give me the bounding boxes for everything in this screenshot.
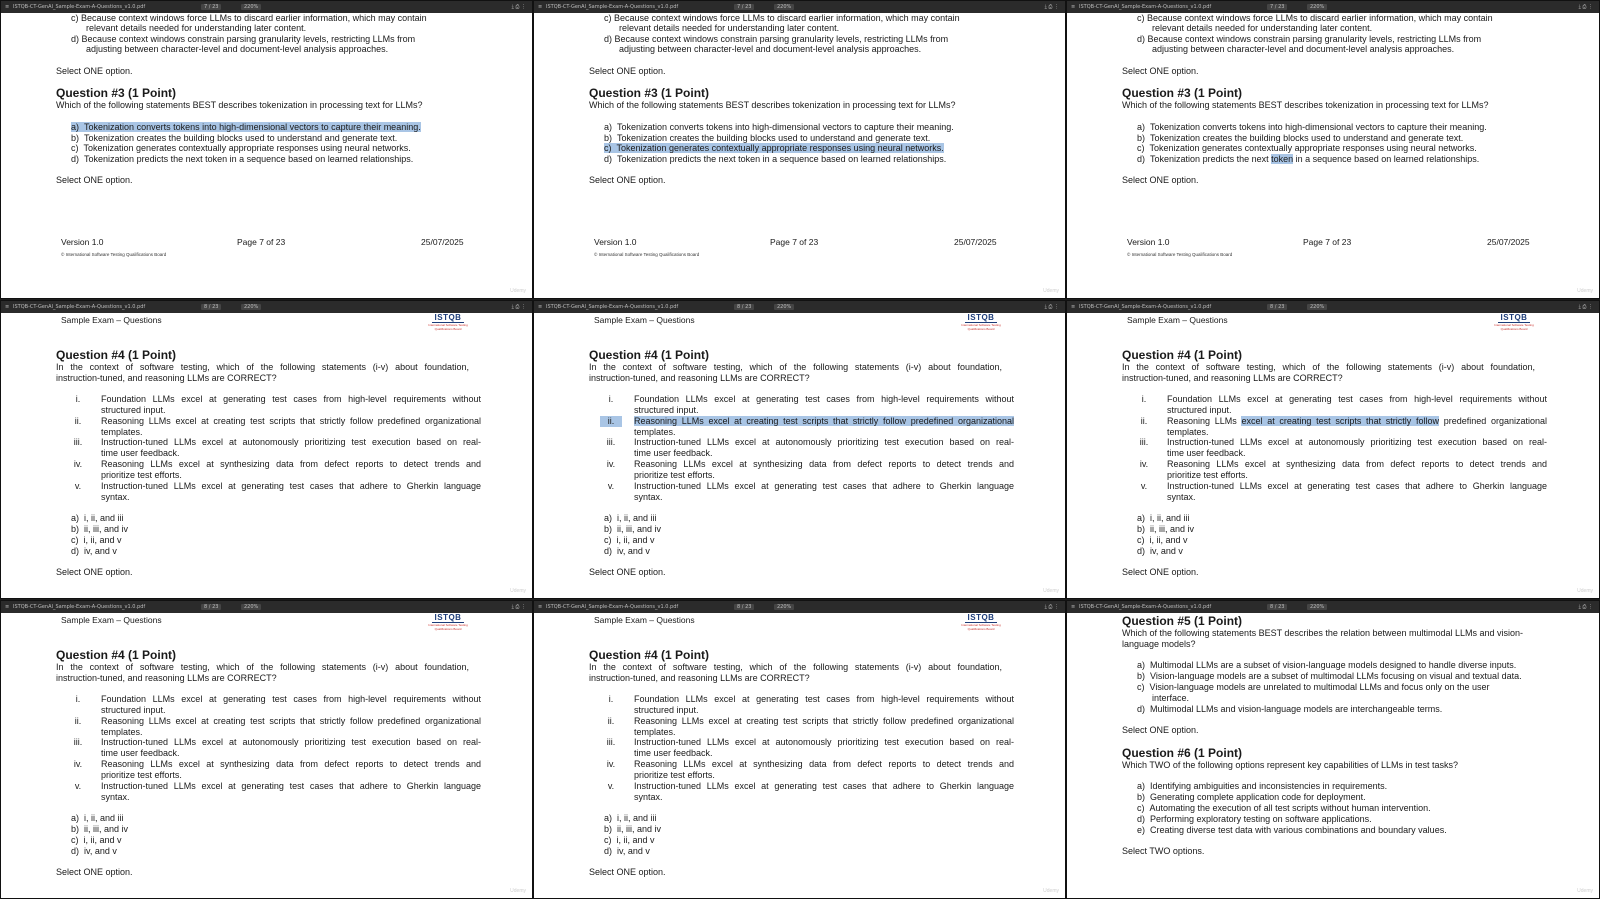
- footer-version: Version 1.0: [61, 237, 104, 247]
- option-c[interactable]: c) Tokenization generates contextually appropriate responses using neural networks.: [1137, 143, 1477, 153]
- statement-ii: ii. Reasoning LLMs excel at creating test scripts that strictly follow predefined organizational templates.: [74, 716, 481, 737]
- option-d[interactable]: d) Tokenization predicts the next token in a sequence based on learned relationships.: [604, 154, 947, 164]
- answer-a[interactable]: a) i, ii, and iii: [604, 513, 657, 523]
- answer-d[interactable]: d) iv, and v: [1137, 546, 1183, 556]
- answer-b[interactable]: b) ii, iii, and iv: [604, 824, 662, 834]
- pdf-filename: ISTQB-CT-GenAI_Sample-Exam-A-Questions_v1.0.pdf: [546, 304, 679, 310]
- prev-option-c: c) Because context windows force LLMs to discard earlier information, which may contain: [71, 13, 427, 23]
- answer-c[interactable]: c) i, ii, and v: [604, 535, 655, 545]
- statement-i: i. Foundation LLMs excel at generating test cases from high-level requirements without structured input.: [75, 694, 481, 715]
- option-d[interactable]: d) Multimodal LLMs and vision-language models are interchangeable terms.: [1137, 704, 1443, 714]
- answer-b[interactable]: b) ii, iii, and iv: [71, 524, 129, 534]
- udemy-watermark: Udemy: [1577, 288, 1593, 294]
- answer-b[interactable]: b) ii, iii, and iv: [71, 824, 129, 834]
- pdf-panel-q3-a[interactable]: [0, 0, 533, 299]
- zoom-field[interactable]: 220%: [1307, 604, 1327, 610]
- select-one-text: Select ONE option.: [589, 175, 666, 185]
- question-stem-cont: language models?: [1122, 639, 1196, 649]
- zoom-field[interactable]: 220%: [1307, 4, 1327, 10]
- statement-iii: iii. Instruction-tuned LLMs excel at autonomously prioritizing test execution based on real- time user feedback.: [1139, 437, 1547, 458]
- page-number-field[interactable]: 8 / 23: [201, 604, 221, 610]
- pdf-toolbar: [534, 601, 1065, 613]
- pdf-page: [534, 313, 1065, 599]
- option-a[interactable]: a) Tokenization converts tokens into high-dimensional vectors to capture their meaning.: [604, 122, 954, 132]
- question-title: Question #4 (1 Point): [56, 348, 177, 362]
- question-title: Question #3 (1 Point): [1122, 86, 1243, 100]
- zoom-field[interactable]: 220%: [241, 304, 261, 310]
- pdf-filename: ISTQB-CT-GenAI_Sample-Exam-A-Questions_v1.0.pdf: [13, 4, 146, 10]
- prev-option-d: d) Because context windows constrain parsing granularity levels, restricting LLMs from: [604, 34, 949, 44]
- statement-ii: ii. Reasoning LLMs excel at creating test scripts that strictly follow predefined organizational templates.: [74, 416, 481, 437]
- option-b[interactable]: b) Vision-language models are a subset of multimodal LLMs focusing on visual and textual data.: [1137, 671, 1522, 681]
- prev-option-c: c) Because context windows force LLMs to discard earlier information, which may contain: [1137, 13, 1493, 23]
- istqb-logo: ISTQB International Software Testing Qualifications Board: [961, 613, 1001, 631]
- footer-copyright: © International Software Testing Qualifications Board: [1127, 252, 1233, 257]
- prev-option-d: d) Because context windows constrain parsing granularity levels, restricting LLMs from: [71, 34, 416, 44]
- udemy-watermark: Udemy: [1577, 588, 1593, 594]
- footer-date: 25/07/2025: [954, 237, 997, 247]
- option-b[interactable]: b) Generating complete application code for deployment.: [1137, 792, 1366, 802]
- statement-i: i. Foundation LLMs excel at generating test cases from high-level requirements without structured input.: [1141, 394, 1547, 415]
- question-stem: In the context of software testing, which of the following statements (i-v) about foundation,: [1122, 362, 1535, 372]
- highlighted-word: token: [1271, 154, 1294, 164]
- download-icon[interactable]: ⤓ ⎙ ⋮: [1044, 604, 1059, 610]
- menu-icon[interactable]: ≡: [5, 604, 10, 610]
- pdf-toolbar: [1, 601, 532, 613]
- menu-icon[interactable]: ≡: [5, 304, 10, 310]
- prev-option-d-cont: adjusting between character-level and document-level analysis approaches.: [619, 44, 922, 54]
- statement-iv: iv. Reasoning LLMs excel at synthesizing data from defect reports to detect trends and prioritize test efforts.: [73, 459, 481, 480]
- select-one-text: Select ONE option.: [1122, 725, 1199, 735]
- pdf-toolbar: [1067, 1, 1599, 13]
- pdf-panel-q4-b[interactable]: [533, 300, 1066, 599]
- answer-a[interactable]: a) i, ii, and iii: [71, 513, 124, 523]
- prev-option-d: d) Because context windows constrain parsing granularity levels, restricting LLMs from: [1137, 34, 1482, 44]
- option-a[interactable]: a) Identifying ambiguities and inconsistencies in requirements.: [1137, 781, 1388, 791]
- pdf-panel-q4-e[interactable]: [533, 600, 1066, 899]
- statement-i: i. Foundation LLMs excel at generating test cases from high-level requirements without structured input.: [608, 394, 1014, 415]
- answer-a[interactable]: a) i, ii, and iii: [1137, 513, 1190, 523]
- answer-b[interactable]: b) ii, iii, and iv: [1137, 524, 1195, 534]
- question-stem-cont: instruction-tuned, and reasoning LLMs are CORRECT?: [56, 673, 277, 683]
- question-stem: Which of the following statements BEST describes the relation between multimodal LLMs and vision-: [1122, 628, 1524, 638]
- answer-d[interactable]: d) iv, and v: [71, 546, 117, 556]
- pdf-toolbar: [1067, 301, 1599, 313]
- question-stem-cont: instruction-tuned, and reasoning LLMs are CORRECT?: [1122, 373, 1343, 383]
- question-title: Question #3 (1 Point): [589, 86, 710, 100]
- statement-iv: iv. Reasoning LLMs excel at synthesizing data from defect reports to detect trends and prioritize test efforts.: [1139, 459, 1547, 480]
- select-two-text: Select TWO options.: [1122, 846, 1205, 856]
- udemy-watermark: Udemy: [1043, 888, 1059, 894]
- statement-ii: ii. Reasoning LLMs excel at creating test scripts that strictly follow predefined organizational templates.: [634, 416, 1014, 437]
- pdf-filename: ISTQB-CT-GenAI_Sample-Exam-A-Questions_v1.0.pdf: [546, 4, 679, 10]
- answer-c[interactable]: c) i, ii, and v: [71, 835, 122, 845]
- udemy-watermark: Udemy: [1043, 288, 1059, 294]
- question-title: Question #4 (1 Point): [56, 648, 177, 662]
- page-header: Sample Exam – Questions: [61, 615, 162, 625]
- zoom-field[interactable]: 220%: [241, 604, 261, 610]
- select-one-text: Select ONE option.: [589, 567, 666, 577]
- question-stem: Which of the following statements BEST describes tokenization in processing text for LLMs?: [589, 100, 956, 110]
- highlighted-text: excel at creating test scripts that strictly follow: [1241, 416, 1439, 426]
- question-title: Question #5 (1 Point): [1122, 614, 1243, 628]
- udemy-watermark: Udemy: [1577, 888, 1593, 894]
- question-stem: In the context of software testing, which of the following statements (i-v) about foundation,: [589, 662, 1002, 672]
- select-one-text: Select ONE option.: [56, 66, 133, 76]
- pdf-page: [534, 613, 1065, 899]
- pdf-page: [1, 13, 532, 299]
- statement-iii: iii. Instruction-tuned LLMs excel at autonomously prioritizing test execution based on real- time user feedback.: [73, 737, 481, 758]
- footer-date: 25/07/2025: [1487, 237, 1530, 247]
- prev-option-d-cont: adjusting between character-level and document-level analysis approaches.: [86, 44, 389, 54]
- select-one-text: Select ONE option.: [589, 66, 666, 76]
- pdf-page: [1067, 613, 1599, 899]
- zoom-field[interactable]: 220%: [774, 4, 794, 10]
- answer-d[interactable]: d) iv, and v: [604, 846, 650, 856]
- download-icon[interactable]: ⤓ ⎙ ⋮: [511, 4, 526, 10]
- download-icon[interactable]: ⤓ ⎙ ⋮: [511, 604, 526, 610]
- answer-d[interactable]: d) iv, and v: [604, 546, 650, 556]
- pdf-panel-q3-c[interactable]: [533, 0, 1066, 299]
- udemy-watermark: Udemy: [510, 588, 526, 594]
- statement-iii: iii. Instruction-tuned LLMs excel at autonomously prioritizing test execution based on real- time user feedback.: [606, 437, 1014, 458]
- answer-c[interactable]: c) i, ii, and v: [604, 835, 655, 845]
- option-b[interactable]: b) Tokenization creates the building blocks used to understand and generate text.: [71, 133, 398, 143]
- select-one-text: Select ONE option.: [589, 867, 666, 877]
- statement-iv: iv. Reasoning LLMs excel at synthesizing data from defect reports to detect trends and prioritize test efforts.: [73, 759, 481, 780]
- highlighted-text: Reasoning LLMs excel at creating test scripts that strictly follow predefined organizational: [634, 416, 1014, 426]
- question-stem: In the context of software testing, which of the following statements (i-v) about foundation,: [56, 362, 469, 372]
- prev-option-c-cont: relevant details needed for understanding later content.: [1152, 23, 1373, 33]
- footer-copyright: © International Software Testing Qualifications Board: [594, 252, 700, 257]
- footer-page: Page 7 of 23: [1303, 237, 1352, 247]
- select-one-text: Select ONE option.: [56, 175, 133, 185]
- pdf-panel-q3-d[interactable]: [1066, 0, 1600, 299]
- page-header: Sample Exam – Questions: [594, 315, 695, 325]
- statement-v: v. Instruction-tuned LLMs excel at generating test cases that adhere to Gherkin language syntax.: [607, 481, 1014, 502]
- answer-c[interactable]: c) i, ii, and v: [71, 535, 122, 545]
- answer-a[interactable]: a) i, ii, and iii: [604, 813, 657, 823]
- istqb-logo: ISTQB International Software Testing Qualifications Board: [428, 613, 468, 631]
- pdf-filename: ISTQB-CT-GenAI_Sample-Exam-A-Questions_v1.0.pdf: [1079, 304, 1212, 310]
- pdf-panel-q4-c[interactable]: [1066, 300, 1600, 599]
- option-c[interactable]: c) Automating the execution of all test scripts without human intervention.: [1137, 803, 1431, 813]
- statement-v: v. Instruction-tuned LLMs excel at generating test cases that adhere to Gherkin language syntax.: [74, 781, 481, 802]
- pdf-page: [534, 13, 1065, 299]
- option-d[interactable]: d) Performing exploratory testing on software applications.: [1137, 814, 1372, 824]
- page-number-field[interactable]: 7 / 23: [1267, 4, 1287, 10]
- answer-c[interactable]: c) i, ii, and v: [1137, 535, 1188, 545]
- page-number-field[interactable]: 8 / 23: [1267, 604, 1287, 610]
- footer-page: Page 7 of 23: [770, 237, 819, 247]
- statement-ii: ii. Reasoning LLMs excel at creating test scripts that strictly follow predefined organizational templates.: [1140, 416, 1547, 437]
- option-e[interactable]: e) Creating diverse test data with various combinations and boundary values.: [1137, 825, 1447, 835]
- menu-icon[interactable]: ≡: [538, 304, 543, 310]
- pdf-panel-q4-d[interactable]: [0, 600, 533, 899]
- page-header: Sample Exam – Questions: [61, 315, 162, 325]
- question-title: Question #4 (1 Point): [589, 348, 710, 362]
- footer-copyright: © International Software Testing Qualifications Board: [61, 252, 167, 257]
- question-stem-cont: instruction-tuned, and reasoning LLMs are CORRECT?: [56, 373, 277, 383]
- pdf-panel-q4-a[interactable]: [0, 300, 533, 599]
- pdf-page: [1067, 313, 1599, 599]
- option-a[interactable]: a) Tokenization converts tokens into high-dimensional vectors to capture their meaning.: [1137, 122, 1487, 132]
- statement-iii: iii. Instruction-tuned LLMs excel at autonomously prioritizing test execution based on real- time user feedback.: [73, 437, 481, 458]
- question-stem: Which of the following statements BEST describes tokenization in processing text for LLMs?: [1122, 100, 1489, 110]
- question-stem: Which TWO of the following options represent key capabilities of LLMs in test tasks?: [1122, 760, 1458, 770]
- question-stem: In the context of software testing, which of the following statements (i-v) about foundation,: [56, 662, 469, 672]
- statement-v: v. Instruction-tuned LLMs excel at generating test cases that adhere to Gherkin language syntax.: [74, 481, 481, 502]
- option-c[interactable]: c) Vision-language models are unrelated to multimodal LLMs and focus only on the user: [1137, 682, 1490, 692]
- prev-option-c: c) Because context windows force LLMs to discard earlier information, which may contain: [604, 13, 960, 23]
- answer-b[interactable]: b) ii, iii, and iv: [604, 524, 662, 534]
- page-number-field[interactable]: 8 / 23: [201, 304, 221, 310]
- menu-icon[interactable]: ≡: [1071, 4, 1076, 10]
- page-number-field[interactable]: 8 / 23: [734, 604, 754, 610]
- statement-iv: iv. Reasoning LLMs excel at synthesizing data from defect reports to detect trends and prioritize test efforts.: [606, 759, 1014, 780]
- menu-icon[interactable]: ≡: [1071, 604, 1076, 610]
- select-one-text: Select ONE option.: [56, 867, 133, 877]
- footer-page: Page 7 of 23: [237, 237, 286, 247]
- answer-a[interactable]: a) i, ii, and iii: [71, 813, 124, 823]
- option-c[interactable]: c) Tokenization generates contextually appropriate responses using neural networks.: [71, 143, 411, 153]
- select-one-text: Select ONE option.: [1122, 175, 1199, 185]
- udemy-watermark: Udemy: [510, 288, 526, 294]
- download-icon[interactable]: ⤓ ⎙ ⋮: [1578, 4, 1593, 10]
- pdf-page: [1067, 13, 1599, 299]
- pdf-toolbar: [1067, 601, 1599, 613]
- select-one-text: Select ONE option.: [1122, 66, 1199, 76]
- menu-icon[interactable]: ≡: [1071, 304, 1076, 310]
- download-icon[interactable]: ⤓ ⎙ ⋮: [511, 304, 526, 310]
- zoom-field[interactable]: 220%: [774, 604, 794, 610]
- udemy-watermark: Udemy: [1043, 588, 1059, 594]
- pdf-filename: ISTQB-CT-GenAI_Sample-Exam-A-Questions_v1.0.pdf: [546, 604, 679, 610]
- zoom-field[interactable]: 220%: [1307, 304, 1327, 310]
- option-c-cont: interface.: [1152, 693, 1190, 703]
- pdf-filename: ISTQB-CT-GenAI_Sample-Exam-A-Questions_v1.0.pdf: [13, 604, 146, 610]
- pdf-toolbar: [1, 1, 532, 13]
- question-title: Question #6 (1 Point): [1122, 746, 1243, 760]
- page-header: Sample Exam – Questions: [594, 615, 695, 625]
- zoom-field[interactable]: 220%: [774, 304, 794, 310]
- option-d[interactable]: d) Tokenization predicts the next token in a sequence based on learned relationships.: [1137, 154, 1480, 164]
- page-number-field[interactable]: 7 / 23: [734, 4, 754, 10]
- select-one-text: Select ONE option.: [56, 567, 133, 577]
- menu-icon[interactable]: ≡: [538, 604, 543, 610]
- statement-i: i. Foundation LLMs excel at generating test cases from high-level requirements without structured input.: [75, 394, 481, 415]
- udemy-watermark: Udemy: [510, 888, 526, 894]
- option-b[interactable]: b) Tokenization creates the building blocks used to understand and generate text.: [1137, 133, 1464, 143]
- option-b[interactable]: b) Tokenization creates the building blocks used to understand and generate text.: [604, 133, 931, 143]
- footer-version: Version 1.0: [1127, 237, 1170, 247]
- pdf-toolbar: [534, 1, 1065, 13]
- prev-option-c-cont: relevant details needed for understanding later content.: [86, 23, 307, 33]
- page-number-field[interactable]: 8 / 23: [734, 304, 754, 310]
- download-icon[interactable]: ⤓ ⎙ ⋮: [1044, 304, 1059, 310]
- question-stem-cont: instruction-tuned, and reasoning LLMs are CORRECT?: [589, 373, 810, 383]
- statement-iv: iv. Reasoning LLMs excel at synthesizing data from defect reports to detect trends and prioritize test efforts.: [606, 459, 1014, 480]
- page-number-field[interactable]: 8 / 23: [1267, 304, 1287, 310]
- question-title: Question #4 (1 Point): [589, 648, 710, 662]
- option-a[interactable]: a) Multimodal LLMs are a subset of vision-language models designed to handle diverse inputs.: [1137, 660, 1517, 670]
- pdf-filename: ISTQB-CT-GenAI_Sample-Exam-A-Questions_v1.0.pdf: [1079, 4, 1212, 10]
- prev-option-c-cont: relevant details needed for understanding later content.: [619, 23, 840, 33]
- option-c[interactable]: c) Tokenization generates contextually appropriate responses using neural networks.: [604, 143, 944, 153]
- download-icon[interactable]: ⤓ ⎙ ⋮: [1044, 4, 1059, 10]
- pdf-filename: ISTQB-CT-GenAI_Sample-Exam-A-Questions_v1.0.pdf: [1079, 604, 1212, 610]
- select-one-text: Select ONE option.: [1122, 567, 1199, 577]
- pdf-filename: ISTQB-CT-GenAI_Sample-Exam-A-Questions_v1.0.pdf: [13, 304, 146, 310]
- pdf-page: [1, 613, 532, 899]
- footer-date: 25/07/2025: [421, 237, 464, 247]
- pdf-page: [1, 313, 532, 599]
- statement-ii: ii. Reasoning LLMs excel at creating test scripts that strictly follow predefined organizational templates.: [607, 716, 1014, 737]
- footer-version: Version 1.0: [594, 237, 637, 247]
- menu-icon[interactable]: ≡: [5, 4, 10, 10]
- pdf-panel-q5-q6[interactable]: [1066, 600, 1600, 899]
- page-number-field[interactable]: 7 / 23: [201, 4, 221, 10]
- istqb-logo: ISTQB International Software Testing Qualifications Board: [1494, 313, 1534, 331]
- prev-option-d-cont: adjusting between character-level and document-level analysis approaches.: [1152, 44, 1455, 54]
- option-d[interactable]: d) Tokenization predicts the next token in a sequence based on learned relationships.: [71, 154, 414, 164]
- download-icon[interactable]: ⤓ ⎙ ⋮: [1578, 304, 1593, 310]
- question-stem: In the context of software testing, which of the following statements (i-v) about foundation,: [589, 362, 1002, 372]
- zoom-field[interactable]: 220%: [241, 4, 261, 10]
- question-title: Question #3 (1 Point): [56, 86, 177, 100]
- statement-i: i. Foundation LLMs excel at generating test cases from high-level requirements without structured input.: [608, 694, 1014, 715]
- page-header: Sample Exam – Questions: [1127, 315, 1228, 325]
- option-a[interactable]: a) Tokenization converts tokens into high-dimensional vectors to capture their meaning.: [71, 122, 421, 132]
- question-title: Question #4 (1 Point): [1122, 348, 1243, 362]
- istqb-logo: ISTQB International Software Testing Qualifications Board: [961, 313, 1001, 331]
- statement-iii: iii. Instruction-tuned LLMs excel at autonomously prioritizing test execution based on real- time user feedback.: [606, 737, 1014, 758]
- istqb-logo: ISTQB International Software Testing Qualifications Board: [428, 313, 468, 331]
- pdf-toolbar: [1, 301, 532, 313]
- question-stem: Which of the following statements BEST describes tokenization in processing text for LLMs?: [56, 100, 423, 110]
- pdf-toolbar: [534, 301, 1065, 313]
- download-icon[interactable]: ⤓ ⎙ ⋮: [1578, 604, 1593, 610]
- question-stem-cont: instruction-tuned, and reasoning LLMs are CORRECT?: [589, 673, 810, 683]
- menu-icon[interactable]: ≡: [538, 4, 543, 10]
- statement-v: v. Instruction-tuned LLMs excel at generating test cases that adhere to Gherkin language syntax.: [1140, 481, 1547, 502]
- answer-d[interactable]: d) iv, and v: [71, 846, 117, 856]
- statement-v: v. Instruction-tuned LLMs excel at generating test cases that adhere to Gherkin language syntax.: [607, 781, 1014, 802]
